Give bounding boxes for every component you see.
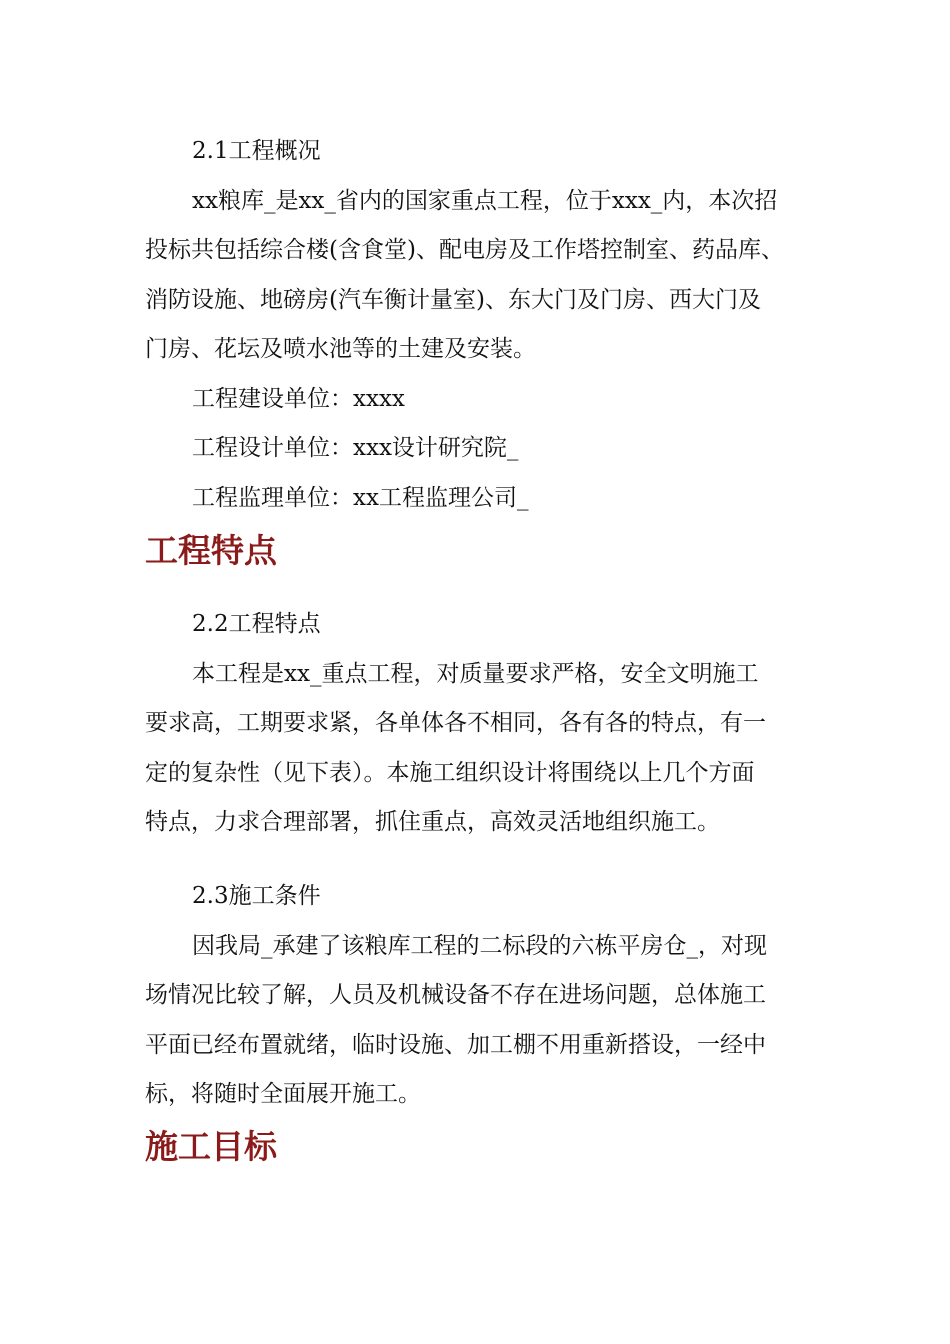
paragraph-line: 特点，力求合理部署，抓住重点，高效灵活地组织施工。 — [145, 809, 720, 835]
paragraph-line: 消防设施、地磅房(汽车衡计量室)、东大门及门房、西大门及 — [145, 286, 761, 313]
section-conditions — [145, 872, 815, 1120]
section-title: 2.2工程特点 — [192, 611, 321, 637]
paragraph-line: 因我局_承建了该粮库工程的二标段的六栋平房仓_，对现 — [192, 932, 767, 959]
paragraph-line: 要求高，工期要求紧，各单体各不相同，各有各的特点，有一 — [145, 710, 766, 736]
paragraph-line: xx粮库_是xx_省内的国家重点工程，位于xxx_内，本次招 — [192, 187, 778, 214]
section-features — [145, 600, 815, 848]
section-title: 2.1工程概况 — [192, 138, 321, 164]
paragraph-line: 场情况比较了解，人员及机械设备不存在进场问题，总体施工 — [145, 982, 766, 1008]
paragraph-line: 平面已经布置就绪，临时设施、加工棚不用重新搭设，一经中 — [145, 1031, 766, 1058]
heading-features: 工程特点 — [145, 531, 277, 570]
supervision-unit: 工程监理单位：xx工程监理公司_ — [192, 484, 529, 511]
heading-goals: 施工目标 — [145, 1127, 277, 1166]
paragraph-line: 定的复杂性（见下表）。本施工组织设计将围绕以上几个方面 — [145, 759, 755, 786]
paragraph-line: 门房、花坛及喷水池等的土建及安装。 — [145, 336, 536, 362]
paragraph-line: 投标共包括综合楼(含食堂)、配电房及工作塔控制室、药品库、 — [145, 237, 784, 263]
paragraph-line: 标，将随时全面展开施工。 — [145, 1081, 421, 1107]
construction-unit: 工程建设单位：xxxx — [192, 385, 405, 412]
section-title: 2.3施工条件 — [192, 883, 321, 909]
design-unit: 工程设计单位：xxx设计研究院_ — [192, 435, 519, 461]
paragraph-line: 本工程是xx_重点工程，对质量要求严格，安全文明施工 — [192, 660, 759, 687]
section-overview — [145, 127, 815, 523]
